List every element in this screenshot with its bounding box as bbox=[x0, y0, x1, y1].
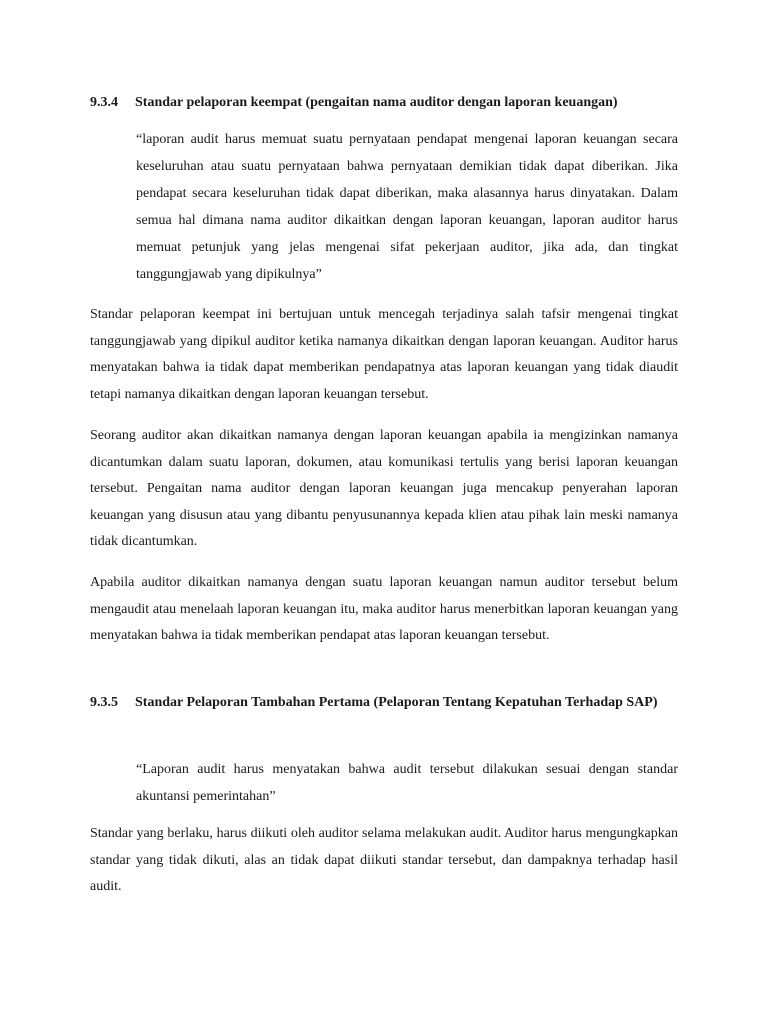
block-quote: “Laporan audit harus menyatakan bahwa audit tersebut dilakukan sesuai dengan standar akuntansi pemerintahan” bbox=[136, 762, 678, 804]
block-quote: “laporan audit harus memuat suatu pernyataan pendapat mengenai laporan keuangan secara keseluruhan atau suatu pernyataan bahwa pernyataan demikian tidak dapat diberikan. Jika pendapat secara keseluruhan tidak dapat diberikan, maka alasannya harus dinyatakan. Dalam semua hal dimana nama auditor dikaitkan dengan laporan keuangan, laporan auditor harus memuat petunjuk yang jelas mengenai sifat pekerjaan auditor, jika ada, dan tingkat tanggungjawab yang dipikulnya” bbox=[136, 132, 678, 282]
section-number: 9.3.5 bbox=[90, 695, 118, 710]
section-title: Standar pelaporan keempat (pengaitan nama auditor dengan laporan keuangan) bbox=[135, 95, 618, 110]
section-number: 9.3.4 bbox=[90, 95, 118, 110]
body-paragraph: Apabila auditor dikaitkan namanya dengan suatu laporan keuangan namun auditor tersebut belum mengaudit atau menelaah laporan keuangan itu, maka auditor harus menerbitkan laporan keuangan yang menyatakan bahwa ia tidak memberikan pendapat atas laporan keuangan tersebut. bbox=[90, 575, 678, 643]
section-heading bbox=[90, 89, 680, 116]
section-heading bbox=[90, 689, 680, 716]
section-title: Standar Pelaporan Tambahan Pertama (Pelaporan Tentang Kepatuhan Terhadap SAP) bbox=[135, 695, 658, 710]
body-paragraph: Seorang auditor akan dikaitkan namanya dengan laporan keuangan apabila ia mengizinkan namanya dicantumkan dalam suatu laporan, dokumen, atau komunikasi tertulis yang berisi laporan keuangan tersebut. Pengaitan nama auditor dengan laporan keuangan juga mencakup penyerahan laporan keuangan yang disusun atau yang dibantu penyusunannya kepada klien atau pihak lain meski namanya tidak dicantumkan. bbox=[90, 428, 678, 549]
body-paragraph: Standar pelaporan keempat ini bertujuan untuk mencegah terjadinya salah tafsir mengenai tingkat tanggungjawab yang dipikul auditor ketika namanya dikaitkan dengan laporan keuangan. Auditor harus menyatakan bahwa ia tidak dapat memberikan pendapatnya atas laporan keuangan yang tidak diaudit tetapi namanya dikaitkan dengan laporan keuangan tersebut. bbox=[90, 307, 678, 402]
body-paragraph: Standar yang berlaku, harus diikuti oleh auditor selama melakukan audit. Auditor harus mengungkapkan standar yang tidak dikuti, alas an tidak dapat diikuti standar tersebut, dan dampaknya terhadap hasil audit. bbox=[90, 826, 678, 894]
